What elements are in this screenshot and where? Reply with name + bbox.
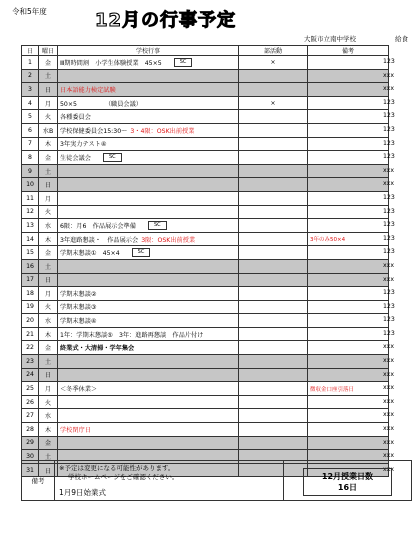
weekday-cell: 金 xyxy=(39,436,58,450)
club-cell xyxy=(239,69,308,83)
club-cell xyxy=(239,382,308,396)
table-row xyxy=(22,83,389,97)
table-row xyxy=(22,232,389,246)
table-row xyxy=(22,287,389,301)
lunch-marker: 123 xyxy=(383,248,395,255)
table-row xyxy=(22,191,389,205)
lunch-marker: 123 xyxy=(383,289,395,296)
event-cell xyxy=(58,246,239,260)
event-cell xyxy=(58,219,239,233)
lunch-marker: xxx xyxy=(383,466,394,473)
event-text: Ⅲ期時間割 小学生体験授業 45×5 xyxy=(60,59,162,67)
day-cell: 13 xyxy=(22,219,39,233)
lunch-marker: xxx xyxy=(383,262,394,269)
class-days-box xyxy=(284,461,412,501)
day-cell: 26 xyxy=(22,395,39,409)
lunch-marker: xxx xyxy=(383,411,394,418)
weekday-cell: 木 xyxy=(39,327,58,341)
day-cell: 22 xyxy=(22,341,39,355)
sc-badge: SC xyxy=(174,58,193,67)
club-cell xyxy=(239,314,308,328)
event-cell xyxy=(58,191,239,205)
club-cell xyxy=(239,205,308,219)
note-cell xyxy=(308,327,389,341)
day-cell: 18 xyxy=(22,287,39,301)
event-cell xyxy=(58,137,239,151)
sc-badge: SC xyxy=(132,248,151,257)
club-cell xyxy=(239,219,308,233)
table-row xyxy=(22,137,389,151)
event-cell xyxy=(58,259,239,273)
note-cell xyxy=(308,395,389,409)
note-cell xyxy=(308,314,389,328)
lunch-marker: xxx xyxy=(383,276,394,283)
event-text-highlight: 3限：OSK出前授業 xyxy=(141,236,196,244)
note-cell xyxy=(308,151,389,165)
weekday-cell: 土 xyxy=(39,69,58,83)
note-cell xyxy=(308,110,389,124)
table-row xyxy=(22,436,389,450)
weekday-cell: 火 xyxy=(39,110,58,124)
footer-line2: 学校ホームページをご確認ください。 xyxy=(68,473,179,481)
note-cell xyxy=(308,368,389,382)
event-text: 1年：学期末懇談⑤ 3年：進路再懇談 作品片付け xyxy=(60,331,204,339)
class-days-label: 12月授業日数 xyxy=(321,471,374,481)
note-cell xyxy=(308,178,389,192)
lunch-marker: xxx xyxy=(383,167,394,174)
event-text: 学校保健委員会15:30～ xyxy=(60,127,128,135)
note-cell xyxy=(308,246,389,260)
note-cell xyxy=(308,123,389,137)
table-row xyxy=(22,205,389,219)
lunch-marker: 123 xyxy=(383,126,395,133)
day-cell: 30 xyxy=(22,450,39,464)
event-text: 学期末懇談③ xyxy=(60,304,97,312)
note-cell: 3年のみ50×4 xyxy=(308,232,389,246)
event-text: 各種委員会 xyxy=(60,114,91,122)
day-cell: 12 xyxy=(22,205,39,219)
lunch-marker: xxx xyxy=(383,425,394,432)
club-cell xyxy=(239,355,308,369)
weekday-cell: 土 xyxy=(39,259,58,273)
club-cell xyxy=(239,246,308,260)
lunch-marker: xxx xyxy=(383,343,394,350)
weekday-cell: 金 xyxy=(39,151,58,165)
lunch-heading: 給食 xyxy=(395,35,408,43)
club-cell xyxy=(239,273,308,287)
day-cell: 5 xyxy=(22,110,39,124)
day-cell: 23 xyxy=(22,355,39,369)
weekday-cell: 月 xyxy=(39,191,58,205)
footer-line3: 1月9日始業式 xyxy=(59,488,107,497)
table-row xyxy=(22,355,389,369)
club-cell xyxy=(239,259,308,273)
table-row xyxy=(22,368,389,382)
note-cell xyxy=(308,355,389,369)
lunch-marker: 123 xyxy=(383,208,395,215)
event-text: ＜冬季休業＞ xyxy=(60,386,98,394)
note-cell xyxy=(308,341,389,355)
club-cell xyxy=(239,110,308,124)
event-cell xyxy=(58,327,239,341)
weekday-cell: 日 xyxy=(39,273,58,287)
table-row xyxy=(22,409,389,423)
lunch-marker: xxx xyxy=(383,452,394,459)
club-cell xyxy=(239,327,308,341)
club-cell xyxy=(239,423,308,437)
weekday-cell: 金 xyxy=(39,56,58,70)
weekday-cell: 日 xyxy=(39,463,58,477)
weekday-cell: 日 xyxy=(39,368,58,382)
weekday-cell: 日 xyxy=(39,83,58,97)
event-cell xyxy=(58,382,239,396)
table-row xyxy=(22,110,389,124)
note-cell xyxy=(308,96,389,110)
sc-badge: SC xyxy=(148,221,167,230)
lunch-marker: 123 xyxy=(383,140,395,147)
event-cell xyxy=(58,96,239,110)
note-cell xyxy=(308,219,389,233)
footer-notes xyxy=(55,461,284,501)
day-cell: 21 xyxy=(22,327,39,341)
lunch-marker: 123 xyxy=(383,221,395,228)
club-cell xyxy=(239,232,308,246)
club-cell xyxy=(239,164,308,178)
weekday-cell: 日 xyxy=(39,178,58,192)
event-text: 終業式・大清掃・学年集会 xyxy=(60,345,135,353)
lunch-marker: xxx xyxy=(383,357,394,364)
table-row xyxy=(22,273,389,287)
event-cell xyxy=(58,300,239,314)
table-row xyxy=(22,246,389,260)
event-cell xyxy=(58,436,239,450)
note-cell xyxy=(308,423,389,437)
footer-label: 備考 xyxy=(22,461,55,501)
weekday-cell: 土 xyxy=(39,164,58,178)
school-name: 大阪市立南中学校 xyxy=(304,35,356,43)
club-cell: × xyxy=(239,96,308,110)
weekday-cell: 木 xyxy=(39,423,58,437)
event-cell xyxy=(58,368,239,382)
event-cell xyxy=(58,273,239,287)
club-cell xyxy=(239,137,308,151)
event-cell xyxy=(58,314,239,328)
lunch-marker: xxx xyxy=(383,384,394,391)
col-notes: 備考 xyxy=(308,46,389,56)
event-cell xyxy=(58,151,239,165)
day-cell: 11 xyxy=(22,191,39,205)
footer-line1: ※予定は変更になる可能性があります。 xyxy=(59,464,175,472)
event-text: 50×5 （職員会議） xyxy=(60,100,142,108)
weekday-cell: 水 xyxy=(39,314,58,328)
club-cell xyxy=(239,123,308,137)
note-cell xyxy=(308,409,389,423)
table-row xyxy=(22,96,389,110)
event-text: 3年進路懇談・ 作品展示会 xyxy=(60,236,139,244)
day-cell: 20 xyxy=(22,314,39,328)
club-cell xyxy=(239,191,308,205)
event-cell xyxy=(58,178,239,192)
weekday-cell: 火 xyxy=(39,300,58,314)
event-cell xyxy=(58,409,239,423)
club-cell xyxy=(239,395,308,409)
lunch-marker: xxx xyxy=(383,439,394,446)
club-cell xyxy=(239,300,308,314)
table-row xyxy=(22,395,389,409)
day-cell: 19 xyxy=(22,300,39,314)
header-row xyxy=(22,46,389,56)
day-cell: 3 xyxy=(22,83,39,97)
event-text: 3年実力テスト④ xyxy=(60,141,107,149)
page-title: 12月の行事予定 xyxy=(95,10,237,31)
note-cell xyxy=(308,137,389,151)
footer-table xyxy=(21,460,412,501)
event-cell xyxy=(58,56,239,70)
weekday-cell: 土 xyxy=(39,450,58,464)
note-cell xyxy=(308,287,389,301)
era-label: 令和5年度 xyxy=(12,7,47,16)
note-cell xyxy=(308,191,389,205)
lunch-marker: 123 xyxy=(383,194,395,201)
day-cell: 7 xyxy=(22,137,39,151)
event-text: 生徒会議会 xyxy=(60,154,91,162)
lunch-marker: 123 xyxy=(383,99,395,106)
col-weekday: 曜日 xyxy=(39,46,58,56)
note-cell xyxy=(308,83,389,97)
note-cell xyxy=(308,273,389,287)
event-cell xyxy=(58,164,239,178)
event-cell xyxy=(58,205,239,219)
col-events: 学校行事 xyxy=(58,46,239,56)
day-cell: 29 xyxy=(22,436,39,450)
event-cell xyxy=(58,341,239,355)
lunch-marker: xxx xyxy=(383,398,394,405)
table-row xyxy=(22,382,389,396)
day-cell: 1 xyxy=(22,56,39,70)
lunch-marker: 123 xyxy=(383,112,395,119)
lunch-marker: xxx xyxy=(383,85,394,92)
club-cell xyxy=(239,436,308,450)
day-cell: 24 xyxy=(22,368,39,382)
class-days-value: 16日 xyxy=(337,482,358,492)
club-cell xyxy=(239,409,308,423)
note-cell xyxy=(308,56,389,70)
event-cell xyxy=(58,110,239,124)
event-text: 学期末懇談② xyxy=(60,290,97,298)
event-cell xyxy=(58,83,239,97)
day-cell: 4 xyxy=(22,96,39,110)
lunch-marker: xxx xyxy=(383,180,394,187)
day-cell: 8 xyxy=(22,151,39,165)
note-cell: 徴収金口座引落日 xyxy=(308,382,389,396)
table-row xyxy=(22,314,389,328)
table-row xyxy=(22,56,389,70)
weekday-cell: 水B xyxy=(39,123,58,137)
col-club: 部活動 xyxy=(239,46,308,56)
event-cell xyxy=(58,395,239,409)
event-text: 学期末懇談④ xyxy=(60,318,97,326)
table-row xyxy=(22,151,389,165)
event-cell xyxy=(58,423,239,437)
weekday-cell: 月 xyxy=(39,96,58,110)
note-cell xyxy=(308,300,389,314)
weekday-cell: 金 xyxy=(39,341,58,355)
event-text: 日本語能力検定試験 xyxy=(60,86,116,94)
event-text: 学校閉庁日 xyxy=(60,426,91,434)
table-row xyxy=(22,164,389,178)
table-row xyxy=(22,259,389,273)
weekday-cell: 土 xyxy=(39,355,58,369)
note-cell xyxy=(308,436,389,450)
event-cell xyxy=(58,69,239,83)
day-cell: 31 xyxy=(22,463,39,477)
table-row xyxy=(22,300,389,314)
event-cell xyxy=(58,123,239,137)
weekday-cell: 木 xyxy=(39,232,58,246)
weekday-cell: 水 xyxy=(39,409,58,423)
weekday-cell: 水 xyxy=(39,219,58,233)
event-text: 6限：月6 作品展示会準備 xyxy=(60,222,136,230)
table-row xyxy=(22,341,389,355)
day-cell: 16 xyxy=(22,259,39,273)
weekday-cell: 月 xyxy=(39,287,58,301)
day-cell: 6 xyxy=(22,123,39,137)
lunch-marker: 123 xyxy=(383,58,395,65)
note-cell xyxy=(308,259,389,273)
table-row xyxy=(22,219,389,233)
lunch-marker: 123 xyxy=(383,316,395,323)
lunch-marker: 123 xyxy=(383,235,395,242)
club-cell xyxy=(239,368,308,382)
club-cell xyxy=(239,151,308,165)
weekday-cell: 木 xyxy=(39,137,58,151)
note-cell xyxy=(308,205,389,219)
club-cell: × xyxy=(239,56,308,70)
lunch-marker: xxx xyxy=(383,72,394,79)
club-cell xyxy=(239,341,308,355)
day-cell: 14 xyxy=(22,232,39,246)
day-cell: 10 xyxy=(22,178,39,192)
lunch-marker: 123 xyxy=(383,330,395,337)
weekday-cell: 月 xyxy=(39,382,58,396)
day-cell: 9 xyxy=(22,164,39,178)
sc-badge: SC xyxy=(103,153,122,162)
weekday-cell: 火 xyxy=(39,395,58,409)
day-cell: 17 xyxy=(22,273,39,287)
calendar-table xyxy=(21,45,389,477)
table-row xyxy=(22,327,389,341)
day-cell: 25 xyxy=(22,382,39,396)
note-cell xyxy=(308,164,389,178)
club-cell xyxy=(239,83,308,97)
lunch-marker: 123 xyxy=(383,303,395,310)
lunch-marker: xxx xyxy=(383,371,394,378)
event-text: 学期末懇談① 45×4 xyxy=(60,249,120,257)
day-cell: 15 xyxy=(22,246,39,260)
weekday-cell: 金 xyxy=(39,246,58,260)
club-cell xyxy=(239,178,308,192)
table-row xyxy=(22,178,389,192)
event-cell xyxy=(58,355,239,369)
event-cell xyxy=(58,287,239,301)
event-cell xyxy=(58,232,239,246)
club-cell xyxy=(239,287,308,301)
table-row xyxy=(22,423,389,437)
day-cell: 27 xyxy=(22,409,39,423)
day-cell: 2 xyxy=(22,69,39,83)
lunch-marker: 123 xyxy=(383,153,395,160)
day-cell: 28 xyxy=(22,423,39,437)
note-cell xyxy=(308,69,389,83)
table-row xyxy=(22,69,389,83)
weekday-cell: 火 xyxy=(39,205,58,219)
table-row xyxy=(22,123,389,137)
event-text-highlight: 3・4限：OSK出前授業 xyxy=(130,127,195,135)
col-day: 日 xyxy=(22,46,39,56)
